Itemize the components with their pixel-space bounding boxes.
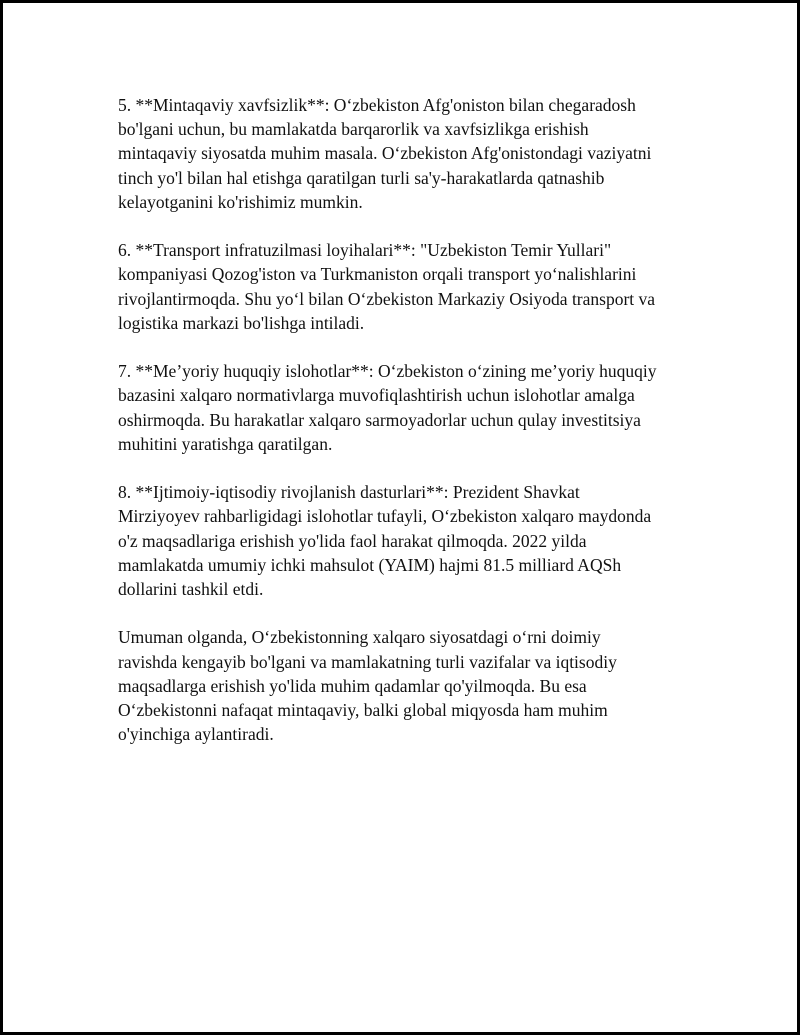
text-line: bazasini xalqaro normativlarga muvofiqlashtirish uchun islohotlar amalga: [118, 385, 635, 406]
text-line: 8. **Ijtimoiy-iqtisodiy rivojlanish dasturlari**: Prezident Shavkat: [118, 482, 580, 503]
paragraph-conclusion: [118, 625, 718, 746]
text-line: kelayotganini ko'rishimiz mumkin.: [118, 191, 363, 212]
text-line: tinch yo'l bilan hal etishga qaratilgan turli sa'y-harakatlarda qatnashib: [118, 167, 605, 188]
text-line: mintaqaviy siyosatda muhim masala. O‘zbekiston Afg'onistondagi vaziyatni: [118, 143, 652, 164]
text-line: 5. **Mintaqaviy xavfsizlik**: O‘zbekiston Afg'oniston bilan chegaradosh: [118, 95, 636, 115]
text-line: 6. **Transport infratuzilmasi loyihalari**: "Uzbekiston Temir Yullari": [118, 240, 612, 261]
text-line: ravishda kengayib bo'lgani va mamlakatning turli vazifalar va iqtisodiy: [118, 651, 617, 672]
paragraph-legal-reforms: [118, 359, 718, 456]
document-body: [118, 93, 718, 771]
text-line: Mirziyoyev rahbarligidagi islohotlar tufayli, O‘zbekiston xalqaro maydonda: [118, 506, 652, 527]
text-line: kompaniyasi Qozog'iston va Turkmaniston orqali transport yo‘nalishlarini: [118, 264, 637, 285]
text-line: 7. **Me’yoriy huquqiy islohotlar**: O‘zbekiston o‘zining me’yoriy huquqiy: [118, 361, 657, 382]
text-line: maqsadlarga erishish yo'lida muhim qadamlar qo'yilmoqda. Bu esa: [118, 675, 587, 696]
text-line: o'yinchiga aylantiradi.: [118, 724, 274, 745]
text-line: dollarini tashkil etdi.: [118, 579, 264, 600]
text-line: mamlakatda umumiy ichki mahsulot (YAIM) hajmi 81.5 milliard AQSh: [118, 554, 622, 575]
paragraph-socioeconomic-programs: [118, 480, 718, 601]
text-line: O‘zbekistonni nafaqat mintaqaviy, balki global miqyosda ham muhim: [118, 700, 608, 721]
paragraph-transport-infrastructure: [118, 238, 718, 335]
text-line: muhitini yaratishga qaratilgan.: [118, 433, 333, 454]
text-line: Umuman olganda, O‘zbekistonning xalqaro siyosatdagi o‘rni doimiy: [118, 627, 601, 648]
text-line: rivojlantirmoqda. Shu yo‘l bilan O‘zbekiston Markaziy Osiyoda transport va: [118, 288, 656, 309]
text-line: logistika markazi bo'lishga intiladi.: [118, 312, 365, 333]
text-line: oshirmoqda. Bu harakatlar xalqaro sarmoyadorlar uchun qulay investitsiya: [118, 409, 641, 430]
text-line: bo'lgani uchun, bu mamlakatda barqarorlik va xavfsizlikga erishish: [118, 119, 589, 140]
paragraph-regional-security: [118, 93, 718, 214]
text-line: o'z maqsadlariga erishish yo'lida faol harakat qilmoqda. 2022 yilda: [118, 530, 587, 551]
